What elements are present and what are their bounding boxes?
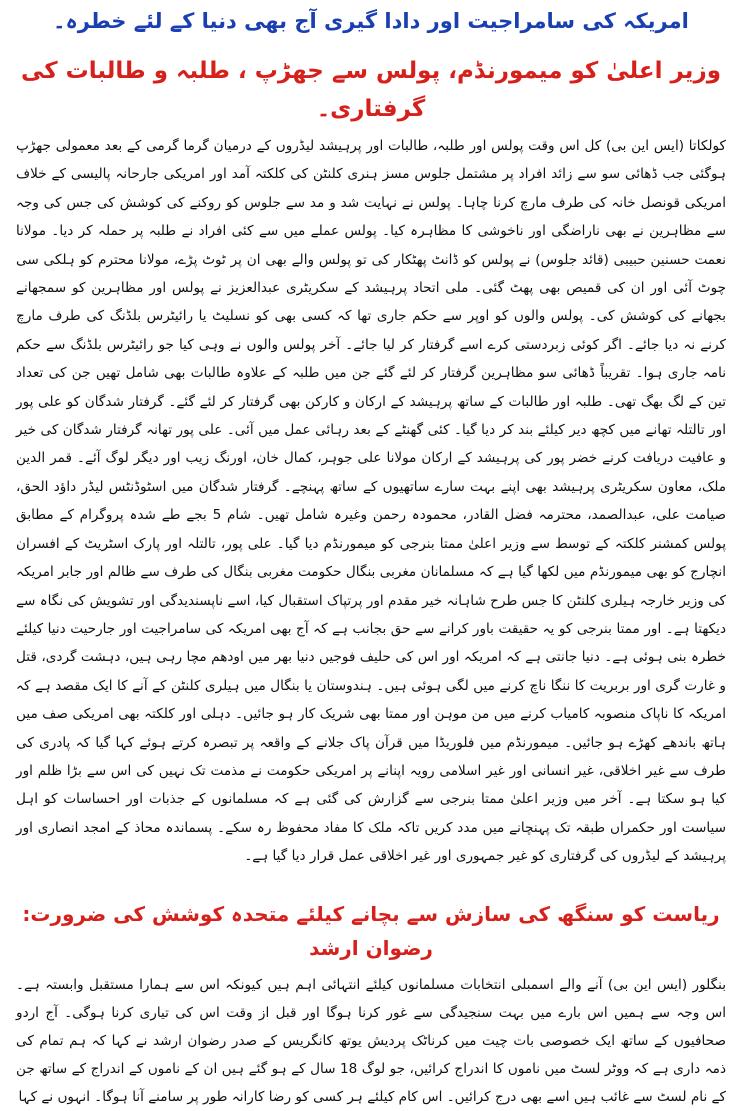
section-headline: ریاست کو سنگھ کی سازش سے بچانے کیلئے متحدہ کوشش کی ضرورت: رضوان ارشد [22,901,720,960]
newspaper-page [0,4,740,1104]
article-body-2: بنگلور (ایس این بی) آنے والے اسمبلی انتخابات مسلمانوں کیلئے انتہائی اہم ہیں کیونکہ اس سے ہمارا مستقبل وابستہ ہے۔ اس وجہ سے ہمیں اس بارے میں بہت سنجیدگی سے غور کرنا ہوگا اور قبل از وقت اس کی تیاری کرنا ہوگی۔ آج اردو صحافیوں کے ساتھ ایک خصوصی بات چیت میں کرناٹک پردیش یوتھ کانگریس کے صدر رضوان ارشد نے کہا کہ ہم تمام کی ذمہ داری ہے کہ ووٹر لسٹ میں ناموں کا اندراج کرائیں، جو لوگ 18 سال کے ہو گئے ہیں ان کے ناموں کے اندراج کے ساتھ جن کے نام لسٹ سے غائب ہیں اسے بھی درج کرائیں۔ اس کام کیلئے ہر کسی کو رضا کارانہ طور پر سامنے آنا ہوگا۔ انہوں نے کہا [16,976,726,1105]
main-headline: وزیر اعلیٰ کو میمورنڈم، پولس سے جھڑپ ، طلبہ و طالبات کی گرفتاری۔ [21,58,721,122]
article-body-1: کولکاتا (ایس این بی) کل اس وقت پولس اور طلبہ، طالبات اور پرہیشد لیڈروں کے درمیان گرما گرمی کے بعد معمولی جھڑپ ہوگئی جب ڈھائی سو سے زائد افراد پر مشتمل جلوس مسز ہنری کلنٹن کی کلکتہ آمد اور امریکی جارحانہ پالیسی کے خلاف امریکی قونصل خانہ کی طرف مارچ کرنا چاہا۔ پولس نے نہایت شد و مد سے جلوس کو روکنے کی کوشش کی جس کی وجہ سے مظاہرین نے بھی ناراضگی اور ناخوشی کا مظاہرہ کیا۔ پولس عملے میں سے کئی افراد نے طلبہ پر حملہ کر دیا۔ مولانا نعمت حسنین حبیبی (قائد جلوس) نے پولس کو ڈانٹ پھٹکار کی تو پولس والے بھی ان پر ٹوٹ پڑے، مولانا محترم کو ہلکی سی چوٹ آئی اور ان کی قمیص بھی پھٹ گئی۔ ملی اتحاد پرہیشد کے سکریٹری عبدالعزیز نے پولس اور مظاہرین کو سمجھانے بجھانے کی کوشش کی۔ پولس والوں کو اوپر سے حکم جاری تھا کہ کسی بھی کو نسلیٹ یا رائیٹرس بلڈنگ کی طرف مارچ کرنے نہ دیا جائے۔ اگر کوئی زبردستی کرے اسے گرفتار کر لیا جائے۔ آخر پولس والوں نے وہی کیا جو رائیٹرس بلڈنگ سے حکم نامہ جاری ہوا۔ تقریباً ڈھائی سو مظاہرین گرفتار کر لئے گئے جن میں طلبہ کے علاوہ طالبات بھی شامل تھیں جن کی تعداد تین کے لگ بھگ تھی۔ طلبہ اور طالبات کے ساتھ پرہیشد کے ارکان و کارکن بھی گرفتار کر لئے گئے۔ گرفتار شدگان کو علی پور اور تالتلہ تھانے میں کچھ دیر کیلئے بند کر دیا گیا۔ کئی گھنٹے کے بعد رہائی عمل میں آئی۔ علی پور تھانہ گرفتار شدگان کی خیر و عافیت دریافت کرنے خضر پور کی پرہیشد کے ارکان مولانا علی جوہر، کمال خان، اورنگ زیب اور دیگر لوگ آئے۔ قمر الدین ملک، معاون سکریٹری پرہیشد بھی اپنے بہت سارے ساتھیوں کے ساتھ پہنچے۔ گرفتار شدگان میں اسٹوڈنٹس لیڈر داؤد الحق، صیامت علی، عبدالصمد، محترمہ فضل القادر، محمودہ رحمن وغیرہ شامل تھیں۔ شام 5 بجے طے شدہ پروگرام کے مطابق پولس کمشنر کلکتہ کے توسط سے وزیر اعلیٰ ممتا بنرجی کو میمورنڈم دیا گیا۔ علی پور، تالتلہ اور پارک اسٹریٹ کے افسران انچارج کو بھی میمورنڈم میں لکھا گیا ہے کہ مسلمانان مغربی بنگال حکومت مغربی بنگال کی طرف سے ظالم اور جابر امریکہ کی وزیر خارجہ ہیلری کلنٹن کا جس طرح شاہانہ خیر مقدم اور پرتپاک استقبال کیا، اسے ناپسندیدگی اور تشویش کی نگاہ سے دیکھتا ہے۔ اور ممتا بنرجی کو یہ حقیقت باور کرانے سے حق بجانب ہے کہ آج بھی امریکہ کی سامراجیت اور جارحیت دنیا کیلئے خطرہ بنی ہوئی ہے۔ دنیا جانتی ہے کہ امریکہ اور اس کی حلیف فوجیں دنیا بھر میں اودھم مچا رہی ہیں، دہشت گردی، قتل و غارت گری اور بربریت کا ننگا ناچ کرنے میں لگی ہوئی ہیں۔ ہندوستان یا بنگال میں ہیلری کلنٹن کے آنے کا ایک مقصد ہے کہ امریکہ کا ناپاک منصوبہ کامیاب کرنے میں من موہن اور ممتا بھی شریک کار ہو جائیں۔ دہلی اور کلکتہ بھی امریکی صف میں ہاتھ باندھے کھڑے ہو جائیں۔ میمورنڈم میں فلوریڈا میں قرآن پاک جلانے کے واقعہ پر تبصرہ کرتے ہوئے کہا گیا کہ پادری کی طرف سے غیر اخلاقی، غیر انسانی اور غیر اسلامی رویہ اپنانے پر امریکی حکومت نے مذمت تک نہیں کی اس سے بڑا ظلم اور کیا ہو سکتا ہے۔ آخر میں وزیر اعلیٰ ممتا بنرجی سے گزارش کی گئی ہے کہ مسلمانوں کے جذبات اور احساسات کو اہل سیاست اور حکمراں طبقہ تک پہنچانے میں مدد کریں تاکہ ملک کا مفاد محفوظ رہ سکے۔ پسماندہ محاذ کے امجد انصاری اور پرہیشد کے لیڈروں کی گرفتاری کو غیر جمہوری اور غیر اخلاقی عمل قرار دیا گیا ہے۔ [16,138,726,865]
top-headline: امریکہ کی سامراجیت اور دادا گیری آج بھی دنیا کے لئے خطرہ۔ [53,9,689,33]
